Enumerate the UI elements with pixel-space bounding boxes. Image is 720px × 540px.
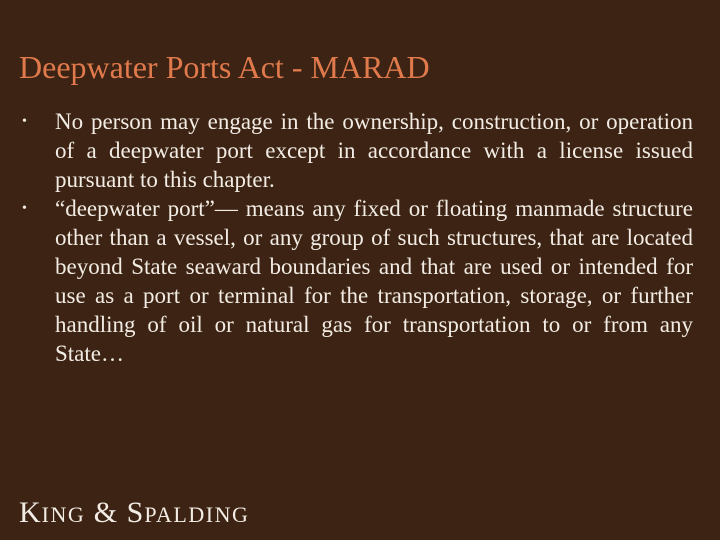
logo-text: KING & SPALDING <box>19 496 250 529</box>
bullet-dot-icon: • <box>22 114 27 129</box>
bullet-item <box>22 107 693 194</box>
slide-title: Deepwater Ports Act - MARAD <box>19 49 430 85</box>
bullet-list <box>22 107 693 368</box>
bullet-dot-icon: • <box>22 201 27 216</box>
company-logo <box>19 496 249 530</box>
bullet-text: “deepwater port”— means any fixed or floating manmade structure other than a vessel, or any group of such structures, that are located beyond State seaward boundaries and that are used or intended for use as a port or terminal for the transportation, storage, or further handling of oil or natural gas for transportation to or from any State… <box>55 196 693 366</box>
bullet-text: No person may engage in the ownership, construction, or operation of a deepwater port except in accordance with a license issued pursuant to this chapter. <box>55 109 693 192</box>
bullet-item <box>22 194 693 368</box>
